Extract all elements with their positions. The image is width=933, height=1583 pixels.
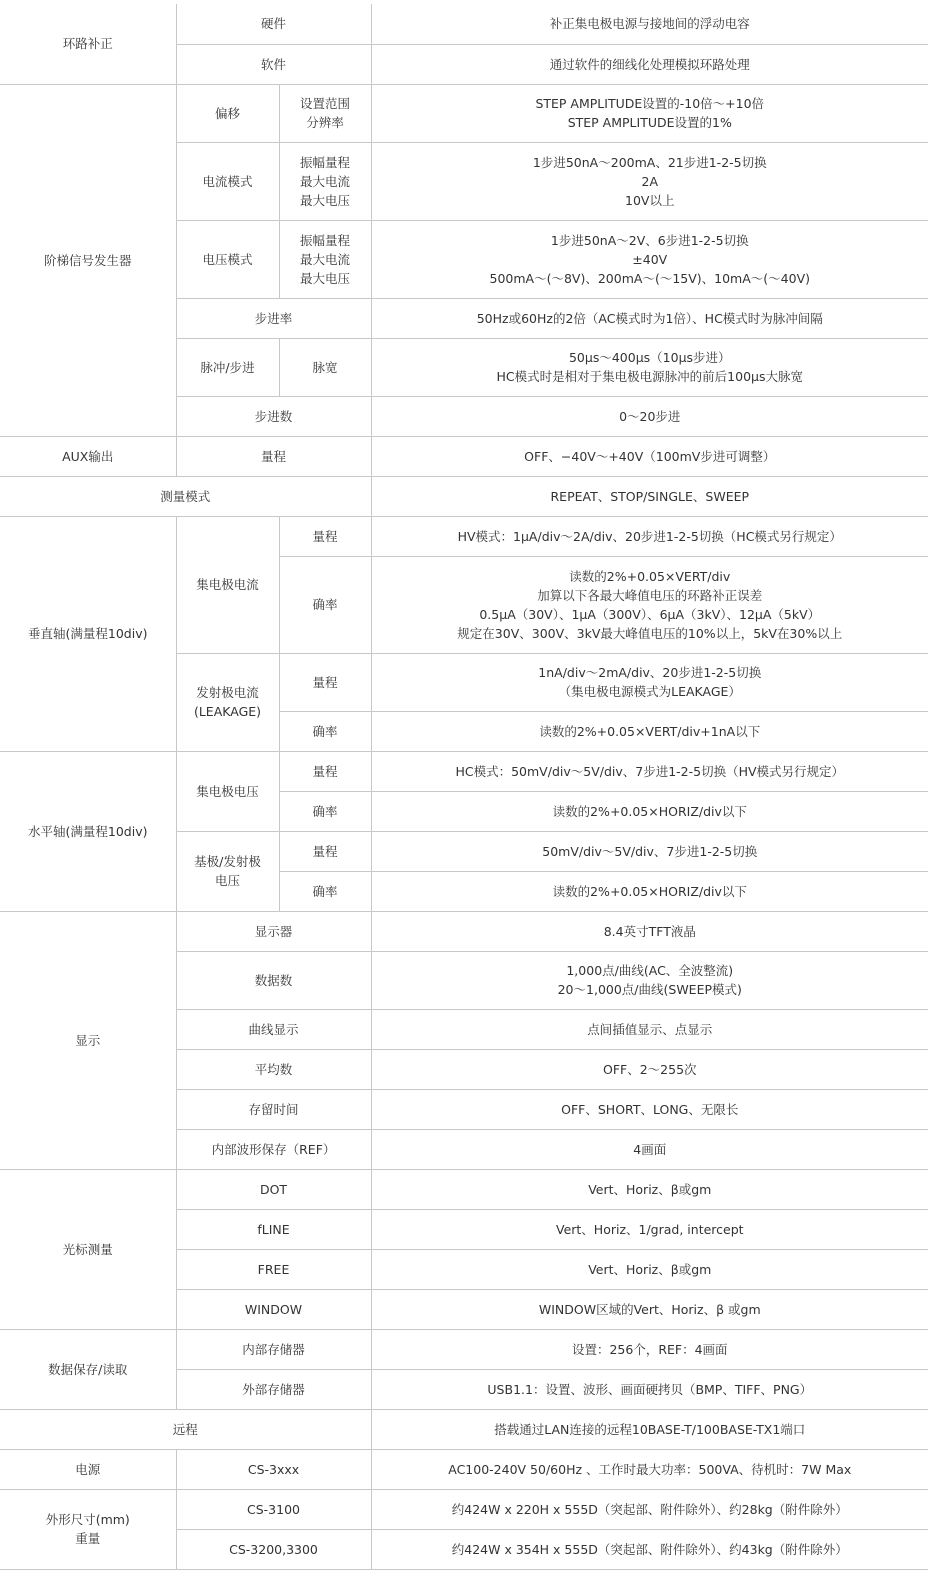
item-cell: 偏移 bbox=[176, 84, 279, 142]
section-cell: 数据保存/读取 bbox=[0, 1329, 176, 1409]
value-cell: 1步进50nA～2V、6步进1-2-5切换 ±40V 500mA～(～8V)、200mA～(～15V)、10mA～(～40V) bbox=[371, 220, 928, 298]
param-cell: 设置范围 分辨率 bbox=[279, 84, 371, 142]
item-cell: 数据数 bbox=[176, 951, 371, 1009]
value-cell: Vert、Horiz、β或gm bbox=[371, 1249, 928, 1289]
item-cell: CS-3xxx bbox=[176, 1449, 371, 1489]
item-cell: 基极/发射极 电压 bbox=[176, 831, 279, 911]
param-cell: 振幅量程 最大电流 最大电压 bbox=[279, 142, 371, 220]
item-cell: 曲线显示 bbox=[176, 1009, 371, 1049]
param-cell: 确率 bbox=[279, 556, 371, 653]
item-cell: 平均数 bbox=[176, 1049, 371, 1089]
item-cell: 步进数 bbox=[176, 396, 371, 436]
value-cell: AC100-240V 50/60Hz 、工作时最大功率：500VA、待机时：7W Max bbox=[371, 1449, 928, 1489]
value-cell: 补正集电极电源与接地间的浮动电容 bbox=[371, 4, 928, 44]
value-cell: USB1.1：设置、波形、画面硬拷贝（BMP、TIFF、PNG） bbox=[371, 1369, 928, 1409]
value-cell: STEP AMPLITUDE设置的-10倍～+10倍 STEP AMPLITUDE设置的1% bbox=[371, 84, 928, 142]
param-cell: 确率 bbox=[279, 871, 371, 911]
value-cell: 读数的2%+0.05×VERT/div+1nA以下 bbox=[371, 711, 928, 751]
item-cell: WINDOW bbox=[176, 1289, 371, 1329]
section-cell: 显示 bbox=[0, 911, 176, 1169]
item-cell: 硬件 bbox=[176, 4, 371, 44]
value-cell: 通过软件的细线化处理模拟环路处理 bbox=[371, 44, 928, 84]
section-cell: AUX输出 bbox=[0, 436, 176, 476]
param-cell: 确率 bbox=[279, 791, 371, 831]
value-cell: 1nA/div～2mA/div、20步进1-2-5切换 （集电极电源模式为LEAKAGE） bbox=[371, 653, 928, 711]
value-cell: 50Hz或60Hz的2倍（AC模式时为1倍）、HC模式时为脉冲间隔 bbox=[371, 298, 928, 338]
value-cell: 约424W x 354H x 555D（突起部、附件除外）、约43kg（附件除外） bbox=[371, 1529, 928, 1569]
value-cell: 1,000点/曲线(AC、全波整流) 20～1,000点/曲线(SWEEP模式) bbox=[371, 951, 928, 1009]
section-cell: 阶梯信号发生器 bbox=[0, 84, 176, 436]
value-cell: OFF、SHORT、LONG、无限长 bbox=[371, 1089, 928, 1129]
value-cell: 约424W x 220H x 555D（突起部、附件除外）、约28kg（附件除外） bbox=[371, 1489, 928, 1529]
value-cell: Vert、Horiz、1/grad, intercept bbox=[371, 1209, 928, 1249]
item-cell: 外部存储器 bbox=[176, 1369, 371, 1409]
item-cell: 发射极电流 (LEAKAGE) bbox=[176, 653, 279, 751]
value-cell: OFF、−40V～+40V（100mV步进可调整） bbox=[371, 436, 928, 476]
value-cell: 读数的2%+0.05×VERT/div 加算以下各最大峰值电压的环路补正误差 0.5μA（30V）、1μA（300V）、6μA（3kV）、12μA（5kV） 规定在30V、300V、3kV最大峰值电压的10%以上，5kV在30%以上 bbox=[371, 556, 928, 653]
item-cell: 集电极电流 bbox=[176, 516, 279, 653]
item-cell: 步进率 bbox=[176, 298, 371, 338]
item-cell: CS-3100 bbox=[176, 1489, 371, 1529]
section-cell: 环路补正 bbox=[0, 4, 176, 84]
value-cell: 0～20步进 bbox=[371, 396, 928, 436]
section-cell: 测量模式 bbox=[0, 476, 371, 516]
item-cell: 显示器 bbox=[176, 911, 371, 951]
value-cell: 读数的2%+0.05×HORIZ/div以下 bbox=[371, 871, 928, 911]
section-cell: 电源 bbox=[0, 1449, 176, 1489]
section-cell: 水平轴(满量程10div) bbox=[0, 751, 176, 911]
value-cell: 4画面 bbox=[371, 1129, 928, 1169]
value-cell: 读数的2%+0.05×HORIZ/div以下 bbox=[371, 791, 928, 831]
value-cell: WINDOW区域的Vert、Horiz、β 或gm bbox=[371, 1289, 928, 1329]
param-cell: 确率 bbox=[279, 711, 371, 751]
value-cell: HV模式：1μA/div～2A/div、20步进1-2-5切换（HC模式另行规定） bbox=[371, 516, 928, 556]
item-cell: 内部存储器 bbox=[176, 1329, 371, 1369]
value-cell: 搭载通过LAN连接的远程10BASE-T/100BASE-TX1端口 bbox=[371, 1409, 928, 1449]
value-cell: HC模式：50mV/div～5V/div、7步进1-2-5切换（HV模式另行规定） bbox=[371, 751, 928, 791]
value-cell: 点间插值显示、点显示 bbox=[371, 1009, 928, 1049]
item-cell: 量程 bbox=[176, 436, 371, 476]
spec-table bbox=[0, 4, 928, 1570]
value-cell: REPEAT、STOP/SINGLE、SWEEP bbox=[371, 476, 928, 516]
item-cell: 脉冲/步进 bbox=[176, 338, 279, 396]
value-cell: 50μs～400μs（10μs步进） HC模式时是相对于集电极电源脉冲的前后100μs大脉宽 bbox=[371, 338, 928, 396]
section-cell: 外形尺寸(mm) 重量 bbox=[0, 1489, 176, 1569]
item-cell: CS-3200,3300 bbox=[176, 1529, 371, 1569]
item-cell: 电压模式 bbox=[176, 220, 279, 298]
item-cell: 集电极电压 bbox=[176, 751, 279, 831]
value-cell: OFF、2～255次 bbox=[371, 1049, 928, 1089]
section-cell: 光标测量 bbox=[0, 1169, 176, 1329]
value-cell: 8.4英寸TFT液晶 bbox=[371, 911, 928, 951]
param-cell: 量程 bbox=[279, 653, 371, 711]
item-cell: 软件 bbox=[176, 44, 371, 84]
item-cell: 存留时间 bbox=[176, 1089, 371, 1129]
value-cell: Vert、Horiz、β或gm bbox=[371, 1169, 928, 1209]
section-cell: 垂直轴(满量程10div) bbox=[0, 516, 176, 751]
param-cell: 脉宽 bbox=[279, 338, 371, 396]
section-cell: 远程 bbox=[0, 1409, 371, 1449]
param-cell: 振幅量程 最大电流 最大电压 bbox=[279, 220, 371, 298]
value-cell: 50mV/div～5V/div、7步进1-2-5切换 bbox=[371, 831, 928, 871]
param-cell: 量程 bbox=[279, 831, 371, 871]
item-cell: 电流模式 bbox=[176, 142, 279, 220]
item-cell: DOT bbox=[176, 1169, 371, 1209]
param-cell: 量程 bbox=[279, 516, 371, 556]
value-cell: 1步进50nA～200mA、21步进1-2-5切换 2A 10V以上 bbox=[371, 142, 928, 220]
item-cell: 内部波形保存（REF） bbox=[176, 1129, 371, 1169]
item-cell: fLINE bbox=[176, 1209, 371, 1249]
value-cell: 设置：256个，REF：4画面 bbox=[371, 1329, 928, 1369]
param-cell: 量程 bbox=[279, 751, 371, 791]
item-cell: FREE bbox=[176, 1249, 371, 1289]
